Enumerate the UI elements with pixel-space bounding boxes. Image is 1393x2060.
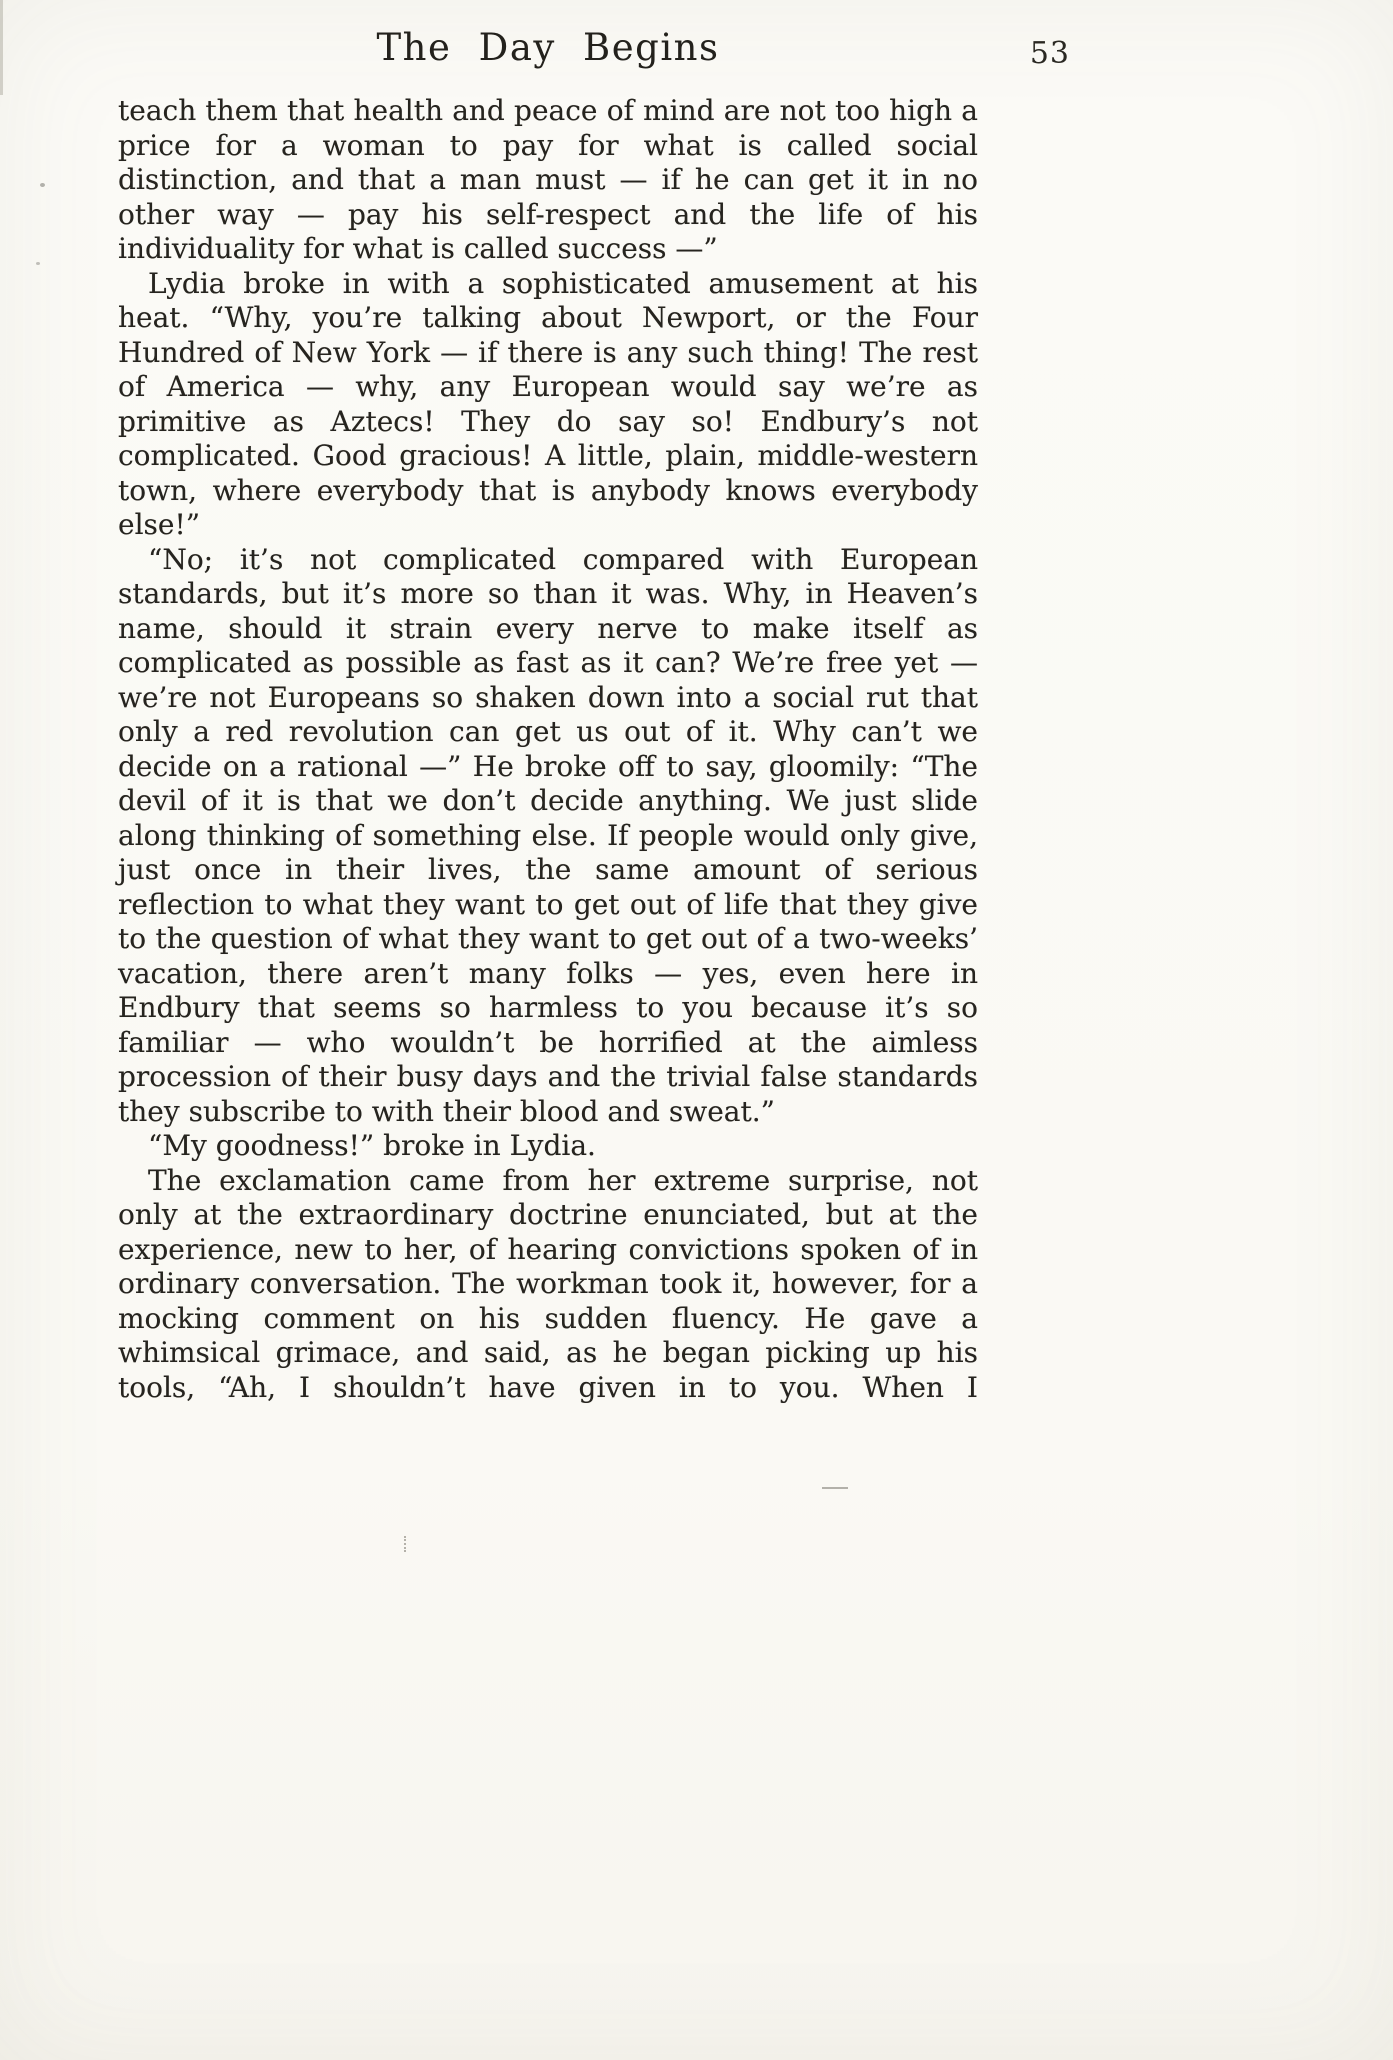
paragraph: “My goodness!” broke in Lydia.	[148, 1129, 596, 1162]
paragraph: Lydia broke in with a sophisticated amusement at his heat. “Why, you’re talking about Newport, or the Four Hundred of New York — if there is any such thing! The rest of America — why, any European would say we’re as primitive as Aztecs! They do say so! Endbury’s not complicated. Good gracious! A little, plain, middle-western town, where everybody that is anybody knows everybody else!”	[118, 266, 978, 541]
paragraph-continuation: teach them that health and peace of mind are not too high a price for a woman to pay for what is called social distinction, and that a man must — if he can get it in no other way — pay his self-respect and the life of his individuality for what is called success —”	[118, 94, 978, 265]
running-header	[118, 26, 1070, 82]
page-number: 53	[1029, 36, 1070, 71]
scan-artifact	[40, 183, 45, 187]
scan-artifact	[404, 1536, 406, 1552]
scan-artifact	[0, 0, 3, 95]
paragraph: “No; it’s not complicated compared with European standards, but it’s more so than it was. Why, in Heaven’s name, should it strain every nerve to make itself as complicated as possible as fast as it can? We’re free yet — we’re not Europeans so shaken down into a social rut that only a red revolution can get us out of it. Why can’t we decide on a rational —” He broke off to say, gloomily: “The devil of it is that we don’t decide anything. We just slide along thinking of something else. If people would only give, just once in their lives, the same amount of serious reflection to what they want to get out of life that they give to the question of what they want to get out of a two-weeks’ vacation, there aren’t many folks — yes, even here in Endbury that seems so harmless to you because it’s so familiar — who wouldn’t be horrified at the aimless procession of their busy days and the trivial false standards they subscribe to with their blood and sweat.”	[118, 542, 978, 1128]
page-body	[118, 94, 978, 1405]
running-header-title: The Day Begins	[376, 26, 720, 69]
paragraph: The exclamation came from her extreme surprise, not only at the extraordinary doctrine enunciated, but at the experience, new to her, of hearing convictions spoken of in ordinary conversation. The workman took it, however, for a mocking comment on his sudden fluency. He gave a whimsical grimace, and said, as he began picking up his tools, “Ah, I shouldn’t have given in to you. When I	[118, 1163, 978, 1404]
scan-artifact	[36, 262, 40, 265]
scan-artifact	[822, 1487, 848, 1489]
